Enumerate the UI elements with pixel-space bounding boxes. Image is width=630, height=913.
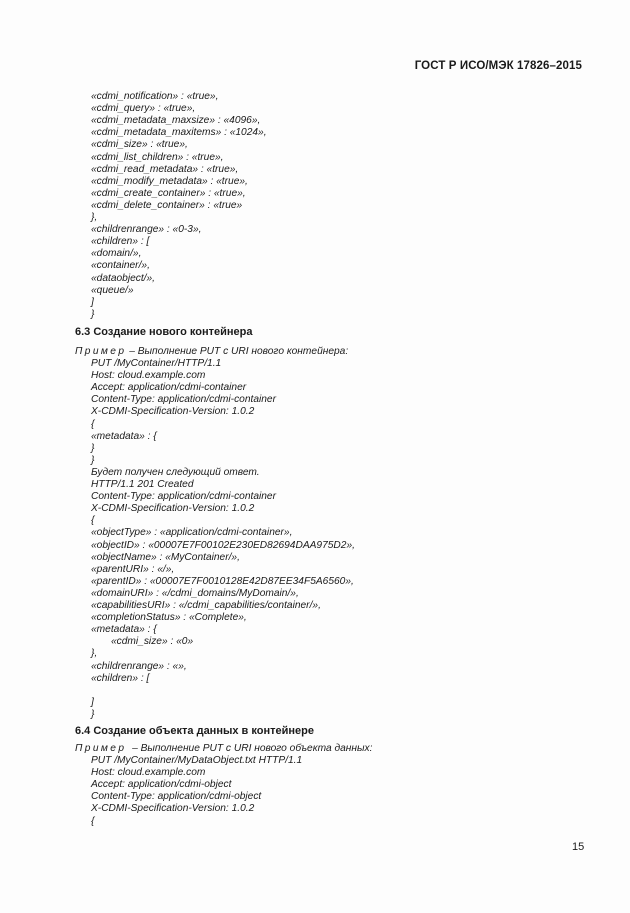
section-6-3-title: 6.3 Создание нового контейнера [75,326,253,338]
code-line: «cdmi_metadata_maxsize» : «4096», [91,115,261,127]
code-line: PUT /MyContainer/HTTP/1.1 [91,358,222,369]
section-6-4-title: 6.4 Создание объекта данных в контейнере [75,725,314,737]
code-line: «children» : [ [91,672,150,684]
code-line: «capabilitiesURI» : «/cdmi_capabilities/container/», [91,600,321,611]
code-line: «objectType» : «application/cdmi-container», [91,527,293,539]
example-text: – Выполнение PUT с URI нового контейнера: [126,346,349,357]
code-line: «cdmi_read_metadata» : «true», [91,163,239,175]
example-text: – Выполнение PUT с URI нового объекта данных: [126,743,373,754]
code-line: «cdmi_notification» : «true», [91,91,219,102]
code-line: ] [91,296,94,308]
code-line: «metadata» : { [91,430,157,442]
code-line: «cdmi_size» : «true», [91,139,188,151]
code-line: { [91,515,95,527]
code-line: «domain/», [91,248,142,260]
code-line: «childrenrange» : «», [91,660,187,672]
document-id-header: ГОСТ Р ИСО/МЭК 17826–2015 [414,60,582,72]
page-number: 15 [572,841,585,853]
code-line: «container/», [91,260,150,272]
code-line: } [91,454,95,466]
example-6-3-caption [75,346,348,358]
code-line: «dataobject/», [91,272,156,284]
example-label: Пример [75,346,127,357]
code-line: } [91,308,95,320]
code-line: } [91,442,95,454]
code-line: «children» : [ [91,236,150,248]
code-line: PUT /MyContainer/MyDataObject.txt HTTP/1.1 [91,755,303,766]
code-line: «cdmi_query» : «true», [91,103,196,115]
code-line: X-CDMI-Specification-Version: 1.0.2 [91,503,255,515]
code-line: «queue/» [91,284,134,296]
code-line: Будет получен следующий ответ. [91,466,260,478]
code-line: }, [91,648,98,660]
code-line: Accept: application/cdmi-container [91,382,247,394]
code-line: ] [91,696,94,708]
code-line: }, [91,212,98,223]
code-line-nested: «cdmi_size» : «0» [111,636,194,648]
code-line: Content-Type: application/cdmi-container [91,491,276,503]
code-line: Host: cloud.example.com [91,767,206,779]
code-line: «objectName» : «MyContainer/», [91,551,240,563]
code-line: «cdmi_metadata_maxitems» : «1024», [91,127,267,139]
code-line: «childrenrange» : «0-3», [91,224,202,236]
code-line: { [91,418,95,430]
code-line: Content-Type: application/cdmi-object [91,791,262,803]
code-line: { [91,815,95,827]
code-line: Host: cloud.example.com [91,370,206,382]
code-line: «cdmi_modify_metadata» : «true», [91,175,248,187]
code-line: «cdmi_delete_container» : «true» [91,199,243,211]
code-line: «objectID» : «00007E7F00102E230ED82694DAA975D2», [91,539,355,551]
code-line: X-CDMI-Specification-Version: 1.0.2 [91,803,255,815]
code-line: «cdmi_create_container» : «true», [91,187,246,199]
code-line: «domainURI» : «/cdmi_domains/MyDomain/», [91,587,299,599]
code-line: «parentURI» : «/», [91,563,175,575]
code-line: HTTP/1.1 201 Created [91,479,194,490]
code-line: «completionStatus» : «Complete», [91,612,247,624]
example-label: Пример [75,743,127,754]
code-line: Accept: application/cdmi-object [91,779,232,791]
code-line: «metadata» : { [91,624,157,636]
example-6-4-caption [75,743,372,755]
code-line: X-CDMI-Specification-Version: 1.0.2 [91,406,255,418]
code-line: «parentID» : «00007E7F0010128E42D87EE34F5A6560», [91,575,354,587]
code-line: Content-Type: application/cdmi-container [91,394,276,406]
code-line: } [91,708,95,720]
code-line: «cdmi_list_children» : «true», [91,151,224,163]
